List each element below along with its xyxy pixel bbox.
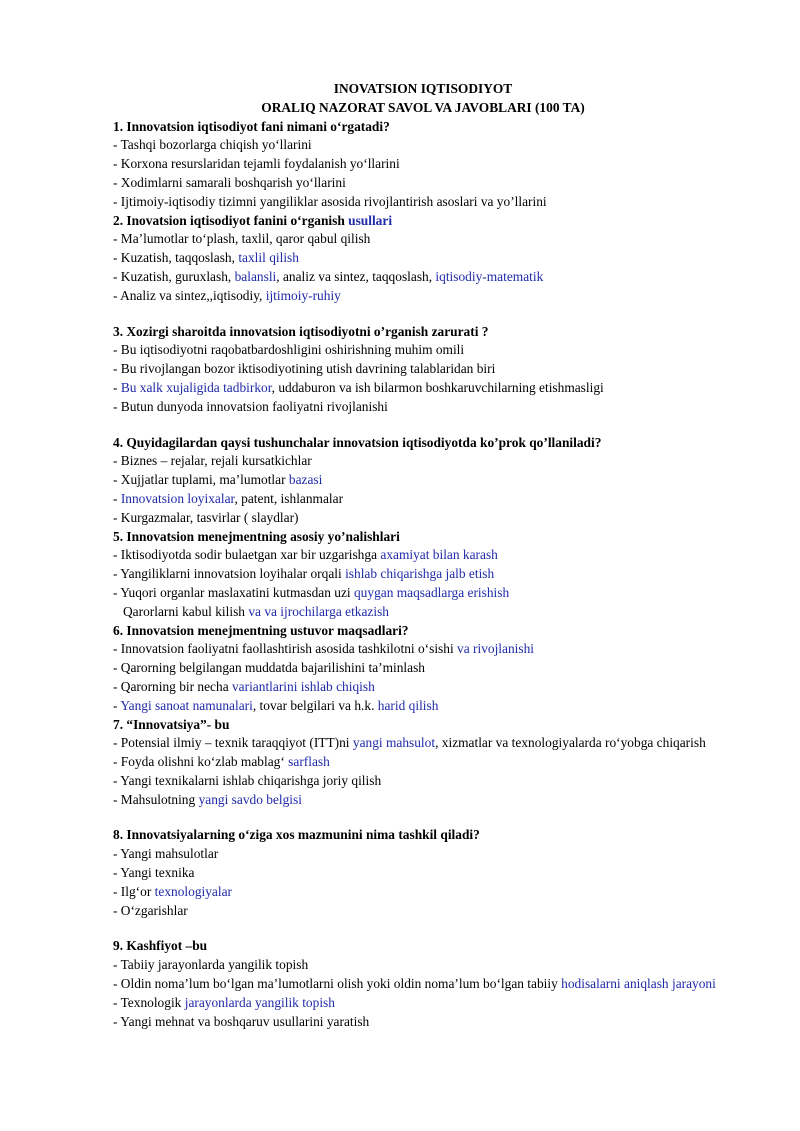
question-heading xyxy=(113,622,733,641)
answer-text: , uddaburon va ish bilarmon boshkaruvchilarning etishmasligi xyxy=(271,379,604,395)
answer-text: - Kuzatish, guruxlash, xyxy=(113,268,235,284)
question-list xyxy=(113,118,733,1032)
answer-option xyxy=(113,230,733,249)
question-block xyxy=(113,716,733,827)
answer-text: - Yuqori organlar maslaxatini kutmasdan uzi xyxy=(113,584,354,600)
highlighted-text: usullari xyxy=(348,212,393,228)
question-text: 1. Innovatsion iqtisodiyot fani nimani o‘rgatadi? xyxy=(113,118,390,134)
question-block xyxy=(113,622,733,716)
answer-option xyxy=(113,697,733,716)
highlighted-text: ishlab chiqarishga jalb etish xyxy=(345,566,495,582)
answer-text: - Tabiiy jarayonlarda yangilik topish xyxy=(113,957,309,973)
highlighted-text: harid qilish xyxy=(377,697,439,713)
section-spacer xyxy=(113,417,733,434)
answer-option xyxy=(113,249,733,268)
question-block xyxy=(113,118,733,212)
answer-option xyxy=(113,659,733,678)
answer-text: , patent, ishlanmalar xyxy=(234,490,344,506)
answer-option xyxy=(113,398,733,417)
highlighted-text: axamiyat bilan karash xyxy=(380,547,498,563)
answer-text: - Potensial ilmiy – texnik taraqqiyot (ITT)ni xyxy=(113,735,353,751)
answer-text: - Texnologik xyxy=(113,994,185,1010)
answer-option xyxy=(113,734,733,753)
section-spacer xyxy=(113,306,733,323)
question-heading xyxy=(113,323,733,342)
answer-text: - Yangi texnikalarni ishlab chiqarishga joriy qilish xyxy=(113,772,382,788)
question-heading xyxy=(113,716,733,735)
question-block xyxy=(113,323,733,434)
answer-option xyxy=(113,640,733,659)
answer-text: - O‘zgarishlar xyxy=(113,902,188,918)
answer-text: - Bu iqtisodiyotni raqobatbardoshligini oshirishning muhim omili xyxy=(113,342,465,358)
question-block xyxy=(113,826,733,937)
answer-option xyxy=(113,1013,733,1032)
document-title-line-2: ORALIQ NAZORAT SAVOL VA JAVOBLARI (100 TA) xyxy=(261,99,585,115)
answer-text: - Oldin noma’lum bo‘lgan ma’lumotlarni olish yoki oldin noma’lum bo‘lgan tabiiy xyxy=(113,976,562,992)
answer-text: - Xodimlarni samarali boshqarish yo‘llarini xyxy=(113,174,346,190)
highlighted-text: hodisalarni aniqlash jarayoni xyxy=(561,976,716,992)
highlighted-text: balansli xyxy=(234,268,277,284)
question-text: 6. Innovatsion menejmentning ustuvor maqsadlari? xyxy=(113,622,409,638)
answer-option xyxy=(113,603,733,622)
question-block xyxy=(113,528,733,622)
highlighted-text: Yangi sanoat namunalari xyxy=(120,697,253,713)
highlighted-text: quygan maqsadlarga erishish xyxy=(353,584,510,600)
answer-option xyxy=(113,753,733,772)
question-text: 8. Innovatsiyalarning o‘ziga xos mazmunini nima tashkil qiladi? xyxy=(113,827,480,843)
answer-text: - Qarorning bir necha xyxy=(113,678,232,694)
question-text: 2. Inovatsion iqtisodiyot fanini o‘rganish xyxy=(113,212,349,228)
question-heading xyxy=(113,212,733,231)
answer-option xyxy=(113,268,733,287)
answer-option xyxy=(113,174,733,193)
question-text: 4. Quyidagilardan qaysi tushunchalar innovatsion iqtisodiyotda ko’prok qo’llaniladi? xyxy=(113,434,602,450)
answer-option xyxy=(113,509,733,528)
highlighted-text: bazasi xyxy=(288,472,323,488)
answer-option xyxy=(113,845,733,864)
answer-option xyxy=(113,287,733,306)
question-block xyxy=(113,937,733,1031)
answer-text: - Butun dunyoda innovatsion faoliyatni rivojlanishi xyxy=(113,398,388,414)
answer-text: - xyxy=(113,490,121,506)
section-spacer xyxy=(113,809,733,826)
answer-option xyxy=(113,341,733,360)
answer-text: - Korxona resurslaridan tejamli foydalanish yo‘llarini xyxy=(113,156,400,172)
answer-option xyxy=(113,452,733,471)
question-heading xyxy=(113,528,733,547)
answer-option xyxy=(113,956,733,975)
answer-text: - Yangiliklarni innovatsion loyihalar orqali xyxy=(113,566,346,582)
answer-option xyxy=(113,772,733,791)
question-block xyxy=(113,434,733,528)
answer-text: - xyxy=(113,697,121,713)
answer-option xyxy=(113,193,733,212)
answer-text: - Qarorning belgilangan muddatda bajarilishini ta’minlash xyxy=(113,660,425,676)
highlighted-text: iqtisodiy-matematik xyxy=(435,268,544,284)
answer-text: - Mahsulotning xyxy=(113,791,199,807)
answer-option xyxy=(113,471,733,490)
answer-text: Qarorlarni kabul kilish xyxy=(123,603,249,619)
answer-option xyxy=(113,791,733,810)
answer-text: - xyxy=(113,379,121,395)
highlighted-text: ijtimoiy-ruhiy xyxy=(265,287,341,303)
answer-option xyxy=(113,902,733,921)
highlighted-text: texnologiyalar xyxy=(154,883,232,899)
section-spacer xyxy=(113,920,733,937)
answer-option xyxy=(113,975,733,994)
answer-text: - Tashqi bozorlarga chiqish yo‘llarini xyxy=(113,137,312,153)
answer-text: - Ilg‘or xyxy=(113,883,155,899)
answer-text: - Yangi mahsulotlar xyxy=(113,846,219,862)
highlighted-text: va va ijrochilarga etkazish xyxy=(248,603,389,619)
question-heading xyxy=(113,937,733,956)
highlighted-text: yangi mahsulot xyxy=(352,735,436,751)
answer-text: - Kurgazmalar, tasvirlar ( slaydlar) xyxy=(113,509,299,525)
answer-option xyxy=(113,155,733,174)
highlighted-text: Bu xalk xujaligida tadbirkor xyxy=(120,379,272,395)
highlighted-text: sarflash xyxy=(288,754,330,770)
question-text: 7. “Innovatsiya”- bu xyxy=(113,716,230,732)
question-text: 5. Innovatsion menejmentning asosiy yo’nalishlari xyxy=(113,528,400,544)
document-title-line-1: INOVATSION IQTISODIYOT xyxy=(333,81,513,96)
question-heading xyxy=(113,826,733,845)
answer-text: - Bu rivojlangan bozor iktisodiyotining utish davrining talablaridan biri xyxy=(113,361,496,377)
answer-text: , analiz va sintez, taqqoslash, xyxy=(276,268,436,284)
answer-text: - Foyda olishni ko‘zlab mablag‘ xyxy=(113,754,289,770)
answer-option xyxy=(113,678,733,697)
question-heading xyxy=(113,118,733,137)
question-heading xyxy=(113,434,733,453)
answer-text: - Xujjatlar tuplami, ma’lumotlar xyxy=(113,472,289,488)
answer-option xyxy=(113,379,733,398)
document-page xyxy=(113,80,733,1031)
question-text: 9. Kashfiyot –bu xyxy=(113,938,208,954)
answer-text: - Ma’lumotlar to‘plash, taxlil, qaror qabul qilish xyxy=(113,231,371,247)
answer-text: - Yangi mehnat va boshqaruv usullarini yaratish xyxy=(113,1013,370,1029)
answer-option xyxy=(113,360,733,379)
answer-text: - Ijtimoiy-iqtisodiy tizimni yangiliklar asosida rivojlantirish asoslari va yo’llarini xyxy=(113,193,547,209)
highlighted-text: Innovatsion loyixalar xyxy=(120,490,235,506)
highlighted-text: taxlil qilish xyxy=(238,250,299,266)
answer-option xyxy=(113,136,733,155)
highlighted-text: va rivojlanishi xyxy=(457,641,535,657)
question-block xyxy=(113,212,733,323)
answer-text: - Kuzatish, taqqoslash, xyxy=(113,250,239,266)
highlighted-text: variantlarini ishlab chiqish xyxy=(231,678,375,694)
answer-option xyxy=(113,994,733,1013)
answer-text: - Biznes – rejalar, rejali kursatkichlar xyxy=(113,453,312,469)
answer-option xyxy=(113,584,733,603)
answer-text: - Yangi texnika xyxy=(113,865,195,881)
answer-option xyxy=(113,864,733,883)
answer-option xyxy=(113,883,733,902)
question-text: 3. Xozirgi sharoitda innovatsion iqtisodiyotni o’rganish zarurati ? xyxy=(113,323,489,339)
answer-text: - Iktisodiyotda sodir bulaetgan xar bir uzgarishga xyxy=(113,547,381,563)
answer-text: , xizmatlar va texnologiyalarda ro‘yobga chiqarish xyxy=(435,735,706,751)
answer-text: , tovar belgilari va h.k. xyxy=(252,697,378,713)
answer-option xyxy=(113,565,733,584)
answer-option xyxy=(113,490,733,509)
answer-text: - Innovatsion faoliyatni faollashtirish asosida tashkilotni o‘sishi xyxy=(113,641,458,657)
answer-text: - Analiz va sintez,,iqtisodiy, xyxy=(113,287,266,303)
highlighted-text: yangi savdo belgisi xyxy=(198,791,302,807)
answer-option xyxy=(113,546,733,565)
highlighted-text: jarayonlarda yangilik topish xyxy=(184,994,335,1010)
